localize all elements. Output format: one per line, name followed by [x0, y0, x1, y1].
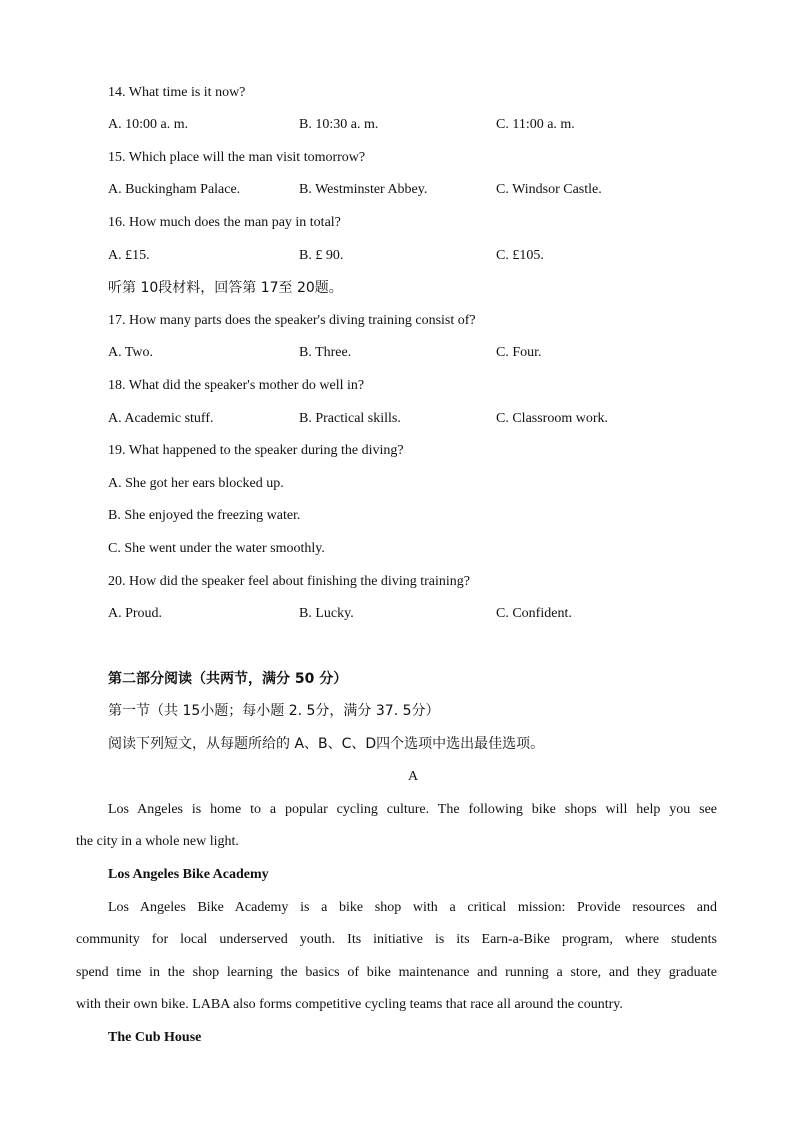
- q15-option-b: B. Westminster Abbey.: [299, 182, 428, 197]
- q17-option-b: B. Three.: [299, 345, 352, 360]
- intro-line-1: Los Angeles is home to a popular cycling culture. The following bike shops will help you see: [108, 802, 717, 817]
- passage-label: A: [408, 769, 419, 784]
- question-18: 18. What did the speaker's mother do well in?: [108, 378, 365, 393]
- q17-option-a: A. Two.: [108, 345, 154, 360]
- shop-1-line-4: with their own bike. LABA also forms competitive cycling teams that race all around the country.: [76, 997, 623, 1012]
- q19-option-b: B. She enjoyed the freezing water.: [108, 508, 301, 523]
- intro-line-2: the city in a whole new light.: [76, 834, 239, 849]
- reading-instruction: 阅读下列短文，从每题所给的 A、B、C、D四个选项中选出最佳选项。: [108, 736, 545, 752]
- q14-option-a: A. 10:00 a. m.: [108, 117, 189, 132]
- q16-option-a: A. £15.: [108, 248, 150, 263]
- q16-option-b: B. £ 90.: [299, 248, 344, 263]
- q16-option-c: C. £105.: [496, 248, 544, 263]
- section-1-title: 第一节（共 15小题；每小题 2. 5分，满分 37. 5分）: [108, 703, 440, 719]
- shop-1-line-1: Los Angeles Bike Academy is a bike shop with a critical mission: Provide resources and: [108, 900, 717, 915]
- q20-option-c: C. Confident.: [496, 606, 572, 621]
- q18-option-a: A. Academic stuff.: [108, 411, 214, 426]
- question-14: 14. What time is it now?: [108, 85, 246, 100]
- section-10-instruction: 听第 10段材料，回答第 17至 20题。: [108, 280, 343, 296]
- q19-option-a: A. She got her ears blocked up.: [108, 476, 284, 491]
- part-2-title: 第二部分阅读（共两节，满分 50 分）: [108, 671, 348, 687]
- shop-1-title: Los Angeles Bike Academy: [108, 867, 269, 882]
- question-16: 16. How much does the man pay in total?: [108, 215, 341, 230]
- q20-option-a: A. Proud.: [108, 606, 163, 621]
- q14-option-c: C. 11:00 a. m.: [496, 117, 575, 132]
- q18-option-b: B. Practical skills.: [299, 411, 401, 426]
- shop-1-line-2: community for local underserved youth. Its initiative is its Earn-a-Bike program, where students: [76, 932, 717, 947]
- q14-option-b: B. 10:30 a. m.: [299, 117, 379, 132]
- q20-option-b: B. Lucky.: [299, 606, 354, 621]
- shop-2-title: The Cub House: [108, 1030, 202, 1045]
- question-15: 15. Which place will the man visit tomorrow?: [108, 150, 366, 165]
- q18-option-c: C. Classroom work.: [496, 411, 608, 426]
- q15-option-a: A. Buckingham Palace.: [108, 182, 241, 197]
- question-17: 17. How many parts does the speaker's diving training consist of?: [108, 313, 476, 328]
- q19-option-c: C. She went under the water smoothly.: [108, 541, 325, 556]
- q15-option-c: C. Windsor Castle.: [496, 182, 602, 197]
- question-19: 19. What happened to the speaker during the diving?: [108, 443, 404, 458]
- q17-option-c: C. Four.: [496, 345, 542, 360]
- question-20: 20. How did the speaker feel about finishing the diving training?: [108, 574, 470, 589]
- shop-1-line-3: spend time in the shop learning the basics of bike maintenance and running a store, and they graduate: [76, 965, 717, 980]
